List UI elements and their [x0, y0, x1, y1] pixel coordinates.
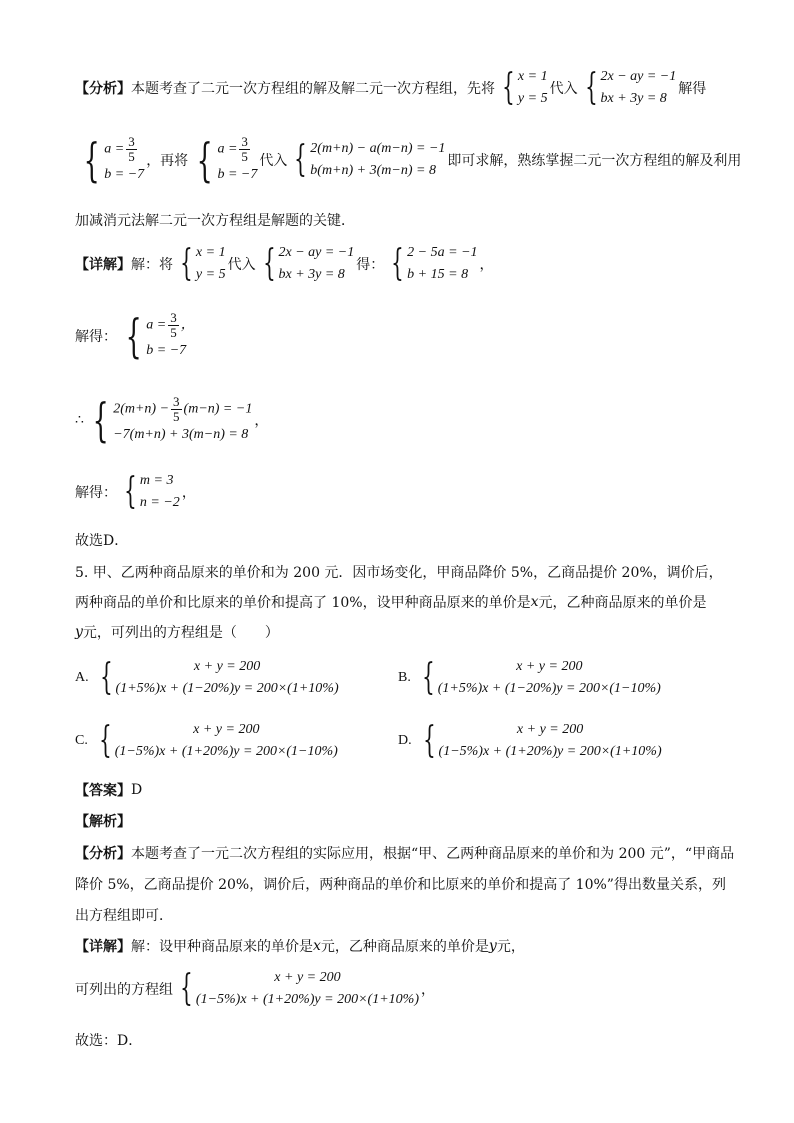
q5-final: 故选：D． — [75, 1033, 143, 1049]
detail-line-1: 【详解】 解：将 { x = 1 y = 5 代入 { 2x − ay = −1 bx + 3y = 8 得： { 2 − 5a = −1 b + 15 = 8 ， — [75, 243, 494, 284]
answer-line: 【答案】 D — [75, 782, 143, 799]
option-b[interactable]: B. { x + y = 200 (1+5%)x + (1−20%)y = 200×(1−10%) — [398, 657, 661, 698]
option-d[interactable]: D. { x + y = 200 (1−5%)x + (1+20%)y = 200×(1+10%) — [398, 720, 662, 761]
jiexi-line: 【解析】 — [75, 814, 131, 830]
q5-analysis-2: 降价 5%，乙商品提价 20%，调价后，两种商品的单价和比原来的单价和提高了 10%”得出数量关系，列 — [75, 877, 726, 893]
question-5-stem-2: 两种商品的单价和比原来的单价和提高了 10%，设甲种商品原来的单价是 x 元，乙种商品原来的单价是 — [75, 594, 707, 611]
final-answer-1: 故选D． — [75, 533, 129, 549]
option-c[interactable]: C. { x + y = 200 (1−5%)x + (1+20%)y = 200×(1−10%) — [75, 720, 338, 761]
analysis-line-1: 【分析】 本题考查了二元一次方程组的解及解二元一次方程组，先将 { x = 1 y = 5 代入 { 2x − ay = −1 bx + 3y = 8 解得 — [75, 67, 707, 108]
q5-detail-2: 可列出的方程组 { x + y = 200 (1−5%)x + (1+20%)y = 200×(1+10%) ， — [75, 968, 435, 1009]
q5-analysis-1: 【分析】 本题考查了一元二次方程组的实际应用，根据“甲、乙两种商品原来的单价和为 200 元”，“甲商品 — [75, 846, 735, 862]
equation-system: { a = $\frac{3}{5}$ b = −7 — [83, 133, 145, 187]
equation-system: { 2x − ay = −1 bx + 3y = 8 — [584, 67, 677, 108]
question-5-stem-3: y 元，可列出的方程组是（ ） — [75, 624, 279, 641]
analysis-line-3: 加减消元法解二元一次方程组是解题的关键． — [75, 213, 355, 229]
detail-line-3: ∴ { 2(m+n) − $\frac{3}{5}$ (m−n) = −1 −7(m+n) + 3(m−n) = 8 ， — [75, 393, 269, 447]
detail-line-4: 解得： { m = 3 n = −2 ， — [75, 471, 196, 512]
equation-system: { a = $\frac{3}{5}$ b = −7 — [196, 133, 258, 187]
question-5-stem-1: 5. 甲、乙两种商品原来的单价和为 200 元．因市场变化，甲商品降价 5%，乙商品提价 20%，调价后， — [75, 565, 723, 581]
analysis-tag: 【分析】 — [75, 81, 131, 97]
equation-system: { 2(m+n) − a(m−n) = −1 b(m+n) + 3(m−n) = 8 — [294, 139, 446, 180]
q5-detail-1: 【详解】 解：设甲种商品原来的单价是 x 元，乙种商品原来的单价是 y 元， — [75, 938, 525, 955]
equation-system: { x = 1 y = 5 — [502, 67, 548, 108]
detail-line-2: 解得： { a = $\frac{3}{5}$ ， b = −7 — [75, 309, 195, 363]
analysis-line-2: { a = $\frac{3}{5}$ b = −7 ，再将 { a = $\frac{3}{5}$ b = −7 代入 { 2(m+n) − a(m−n) = −1 b(m+n) + 3(m−n) = 8 即可求解，熟练掌握二元一次方程组的解及利用 — [75, 130, 741, 190]
option-a[interactable]: A. { x + y = 200 (1+5%)x + (1−20%)y = 200×(1+10%) — [75, 657, 339, 698]
analysis-text: 本题考查了二元一次方程组的解及解二元一次方程组，先将 — [131, 81, 495, 97]
q5-analysis-3: 出方程组即可． — [75, 908, 173, 924]
